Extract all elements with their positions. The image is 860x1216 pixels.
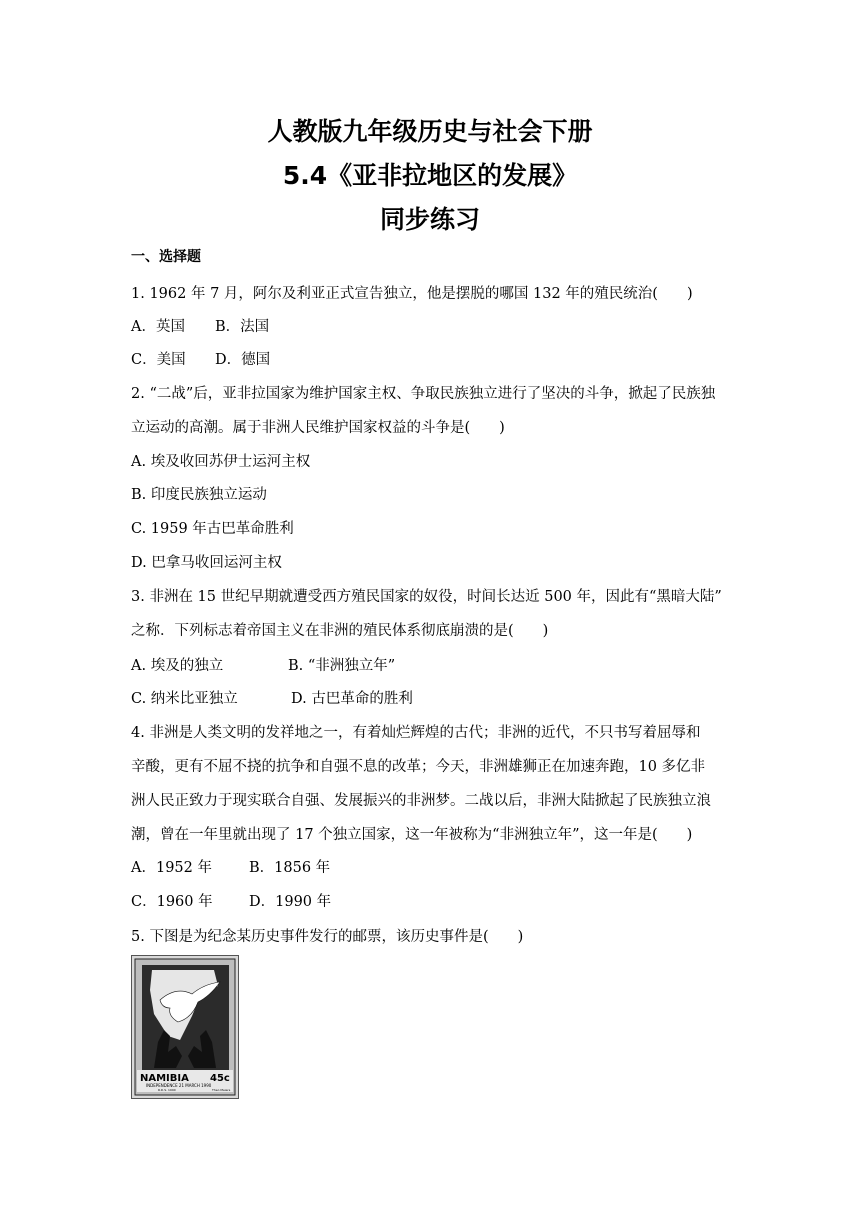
- question-3-stem-line1: 3. 非洲在 15 世纪早期就遭受西方殖民国家的奴役，时间长达近 500 年，因此有“黑暗大陆”: [131, 589, 722, 605]
- question-4-stem-line2: 辛酸，更有不屈不挠的抗争和自强不息的改革；今天，非洲雄狮正在加速奔跑，10 多亿非: [131, 759, 706, 775]
- option-d: D．1990 年: [249, 894, 332, 910]
- question-2-option-b: B. 印度民族独立运动: [131, 487, 267, 503]
- option-b: B．法国: [215, 319, 270, 335]
- stamp-artwork: [132, 956, 238, 1098]
- question-1-stem: 1. 1962 年 7 月，阿尔及利亚正式宣告独立，他是摆脱的哪国 132 年的殖民统治( ): [131, 286, 693, 302]
- question-4-options-row2: [131, 890, 331, 911]
- stamp-value: 45c: [210, 1073, 230, 1084]
- stamp-small-left: R.D.S. 1990: [158, 1088, 176, 1092]
- option-d: D．德国: [215, 352, 271, 368]
- option-c: C. 纳米比亚独立: [131, 691, 238, 707]
- question-5-stem: 5. 下图是为纪念某历史事件发行的邮票，该历史事件是( ): [131, 929, 524, 945]
- question-4-stem-line3: 洲人民正致力于现实联合自强、发展振兴的非洲梦。二战以后，非洲大陆掀起了民族独立浪: [131, 793, 711, 809]
- question-3-options-row1: [131, 654, 395, 675]
- option-a: A. 埃及的独立: [131, 658, 224, 674]
- option-c: C．1960 年: [131, 894, 213, 910]
- stamp-small-right: Theo Meiers: [212, 1088, 231, 1092]
- document-title-line3: 同步练习: [379, 205, 480, 234]
- question-2-option-d: D. 巴拿马收回运河主权: [131, 555, 282, 571]
- question-4-options-row1: [131, 856, 330, 877]
- question-2-stem-line1: 2. “二战”后，亚非拉国家为维护国家主权、争取民族独立进行了坚决的斗争，掀起了民族独: [131, 386, 716, 402]
- question-4-stem-line4: 潮，曾在一年里就出现了 17 个独立国家，这一年被称为“非洲独立年”，这一年是( ): [131, 827, 693, 843]
- option-b: B. “非洲独立年”: [288, 658, 396, 674]
- stamp-country: NAMIBIA: [140, 1073, 189, 1084]
- stamp-caption: INDEPENDENCE 21 MARCH 1990: [146, 1083, 212, 1088]
- option-a: A．1952 年: [131, 860, 212, 876]
- question-1-options-row2: [131, 348, 270, 369]
- question-3-options-row2: [131, 687, 413, 708]
- document-title-line2: 5.4《亚非拉地区的发展》: [282, 161, 578, 190]
- question-2-option-c: C. 1959 年古巴革命胜利: [131, 521, 294, 537]
- option-c: C．美国: [131, 352, 186, 368]
- question-4-stem-line1: 4. 非洲是人类文明的发祥地之一，有着灿烂辉煌的古代；非洲的近代，不只书写着屈辱和: [131, 725, 701, 741]
- question-1-options-row1: [131, 315, 269, 336]
- document-title-line1: 人教版九年级历史与社会下册: [267, 117, 593, 146]
- section-heading: 一、选择题: [131, 249, 201, 265]
- namibia-stamp-image: [131, 955, 239, 1099]
- question-3-stem-line2: 之称．下列标志着帝国主义在非洲的殖民体系彻底崩溃的是( ): [131, 623, 549, 639]
- question-2-option-a: A. 埃及收回苏伊士运河主权: [131, 454, 311, 470]
- option-a: A．英国: [131, 319, 185, 335]
- option-d: D. 古巴革命的胜利: [291, 691, 413, 707]
- option-b: B．1856 年: [249, 860, 331, 876]
- question-2-stem-line2: 立运动的高潮。属于非洲人民维护国家权益的斗争是( ): [131, 420, 505, 436]
